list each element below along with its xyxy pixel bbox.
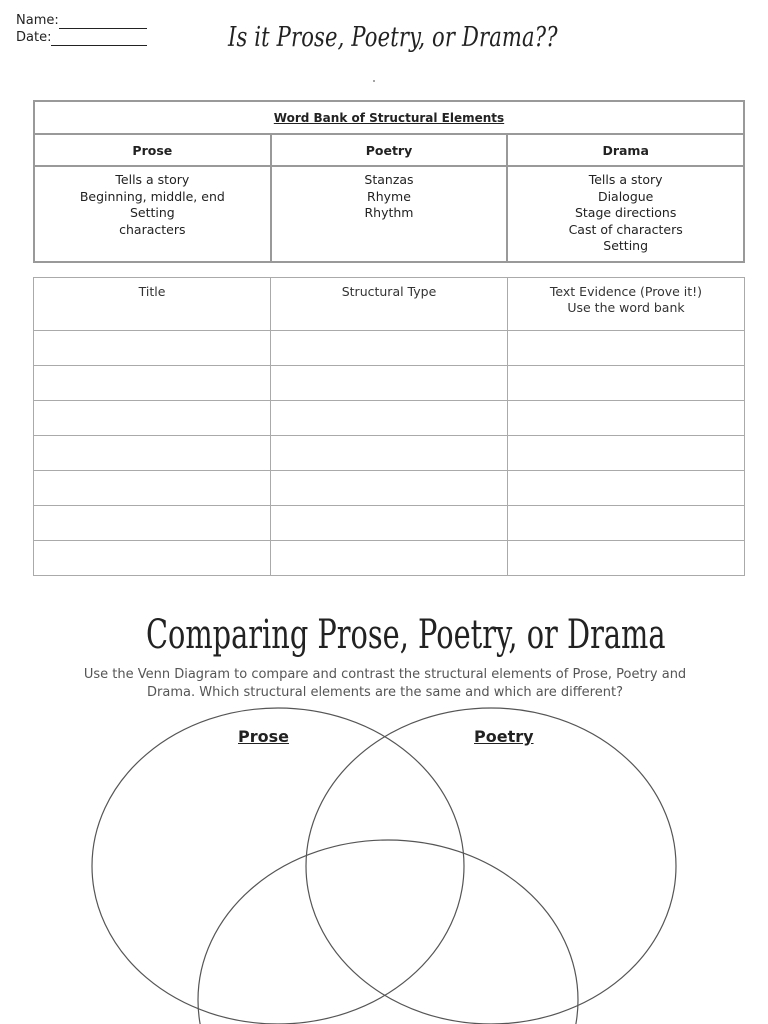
- word-bank-heading-drama: Drama: [507, 134, 744, 166]
- word-bank-item: Tells a story: [588, 172, 663, 187]
- word-bank-item: Dialogue: [597, 188, 654, 204]
- venn-label-poetry: Poetry: [474, 727, 534, 746]
- header-structural-type-text: Structural Type: [341, 284, 437, 299]
- header-title-text: Title: [138, 284, 166, 299]
- header-text-evidence-line2: Use the word bank: [567, 300, 685, 315]
- word-bank-item: Stage directions: [574, 205, 677, 220]
- page-title: Is it Prose, Poetry, or Drama??: [228, 22, 558, 53]
- word-bank-heading-poetry: Poetry: [271, 134, 508, 166]
- word-bank-item: Tells a story: [115, 172, 190, 187]
- date-label: Date:: [16, 30, 52, 45]
- comparison-title: Comparing Prose, Poetry, or Drama: [146, 612, 666, 658]
- instructions-line-2: Drama. Which structural elements are the same and which are different?: [147, 685, 623, 700]
- venn-circle-drama[interactable]: [198, 840, 578, 1024]
- word-bank-item: Rhythm: [364, 205, 414, 220]
- word-bank-item: Beginning, middle, end: [79, 188, 225, 204]
- word-bank-item: characters: [119, 221, 186, 237]
- word-bank-item: Rhyme: [367, 188, 411, 204]
- venn-circle-prose[interactable]: [92, 708, 464, 1024]
- instructions-line-1: Use the Venn Diagram to compare and contrast the structural elements of Prose, Poetry and: [83, 667, 687, 682]
- word-bank-caption: Word Bank of Structural Elements: [34, 101, 744, 134]
- name-label: Name:: [16, 13, 59, 28]
- word-bank-item: Setting: [129, 205, 175, 220]
- word-bank-item: Setting: [603, 238, 649, 253]
- word-bank-heading-prose: Prose: [34, 134, 271, 166]
- word-bank-item: Cast of characters: [568, 221, 683, 237]
- venn-label-prose: Prose: [238, 727, 289, 746]
- header-text-evidence-line1: Text Evidence (Prove it!): [549, 284, 703, 299]
- word-bank-item: Stanzas: [364, 172, 414, 187]
